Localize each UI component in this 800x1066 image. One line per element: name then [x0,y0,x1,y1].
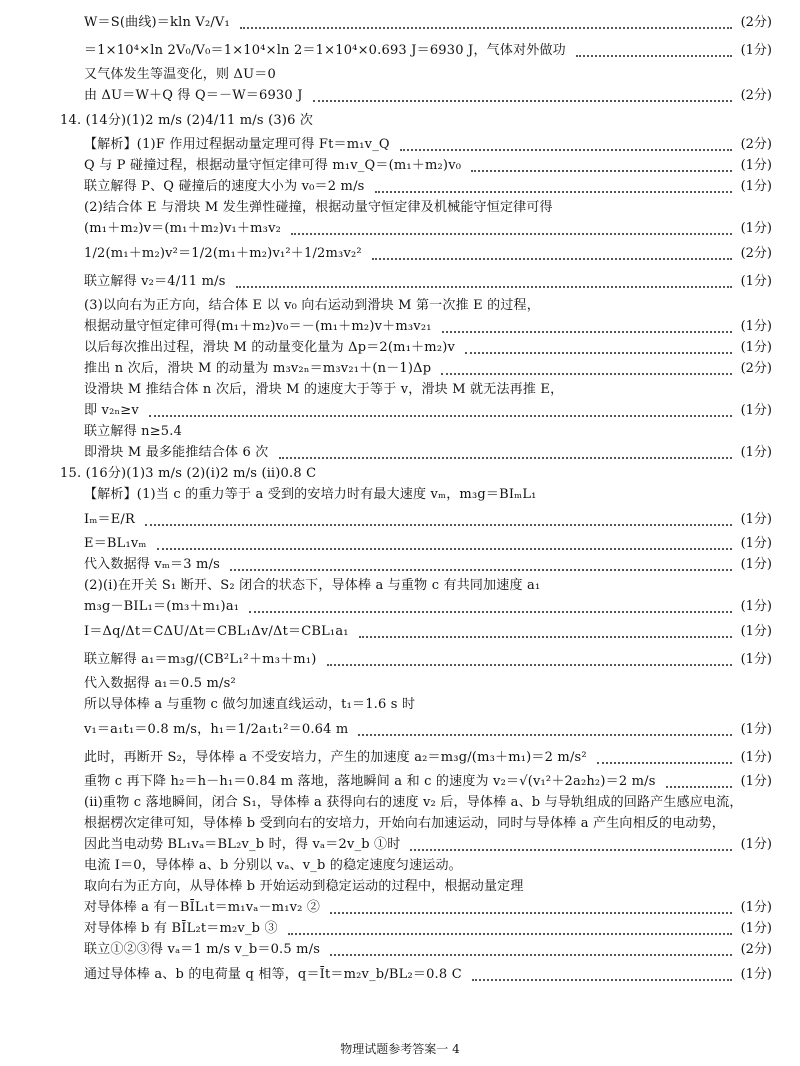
line-text: v₁＝a₁t₁＝0.8 m/s，h₁＝1/2a₁t₁²＝0.64 m [84,722,349,737]
line-text: 代入数据得 a₁＝0.5 m/s² [84,676,236,691]
dotted-leader [472,979,732,981]
score-mark: (1分) [740,837,772,852]
solution-line [0,834,800,856]
solution-line [0,134,800,156]
line-text: 设滑块 M 推结合体 n 次后，滑块 M 的速度大于等于 v，滑块 M 就无法再推 E， [84,382,564,397]
solution-line [0,715,800,745]
dotted-leader [375,191,732,193]
score-mark: (1分) [740,557,772,572]
line-text: 即 v₂ₙ≥v [84,403,139,418]
solution-line [0,694,800,716]
solution-line [0,554,800,576]
line-text: 重物 c 再下降 h₂＝h－h₁＝0.84 m 落地，落地瞬间 a 和 c 的速度为 v₂＝√(v₁²＋2a₂h₂)＝2 m/s [84,774,656,789]
dotted-leader [330,912,732,914]
dotted-leader [576,55,732,57]
solution-line [0,36,800,66]
solution-line [0,617,800,647]
line-text: 此时，再断开 S₂，导体棒 a 不受安培力，产生的加速度 a₂＝m₃g/(m₃＋m₁)＝2 m/s² [84,750,587,765]
solution-line [0,505,800,535]
solution-line [0,645,800,675]
solution-line [0,400,800,422]
line-text: 联立解得 a₁＝m₃g/(CB²L₁²＋m₃＋m₁) [84,652,317,667]
line-text: 1/2(m₁＋m₂)v²＝1/2(m₁＋m₂)v₁²＋1/2m₃v₂² [84,246,362,261]
dotted-leader [597,762,732,764]
question-header [0,463,800,485]
score-mark: (1分) [740,750,772,765]
line-text: 根据楞次定律可知，导体棒 b 受到向右的安培力，开始向右加速运动，同时与导体棒 a 产生向相反的电动势， [84,816,726,831]
score-mark: (1分) [740,967,772,982]
dotted-leader [313,100,732,102]
score-mark: (1分) [740,512,772,527]
line-text: I＝Δq/Δt＝CΔU/Δt＝CBL₁Δv/Δt＝CBL₁a₁ [84,624,349,639]
score-mark: (1分) [740,921,772,936]
line-text: 【解析】(1)当 c 的重力等于 a 受到的安培力时有最大速度 vₘ，m₃g＝BIₘL₁ [84,487,537,502]
dotted-leader [145,524,732,526]
solution-line [0,484,800,506]
score-mark: (2分) [740,246,772,261]
line-text: Iₘ＝E/R [84,512,135,527]
line-text: (m₁＋m₂)v＝(m₁＋m₂)v₁＋m₃v₂ [84,221,282,236]
solution-line [0,85,800,107]
line-text: 根据动量守恒定律可得(m₁＋m₂)v₀＝－(m₁＋m₂)v＋m₃v₂₁ [84,319,432,334]
line-text: 代入数据得 vₘ＝3 m/s [84,557,221,572]
line-text: 推出 n 次后，滑块 M 的动量为 m₃v₂ₙ＝m₃v₂₁＋(n－1)Δp [84,361,432,376]
score-mark: (2分) [740,137,772,152]
solution-line [0,743,800,773]
score-mark: (2分) [740,88,772,103]
dotted-leader [327,664,732,666]
line-text: W＝S(曲线)＝kln V₂/V₁ [84,15,230,30]
score-mark: (1分) [740,652,772,667]
dotted-leader [471,170,732,172]
dotted-leader [441,373,732,375]
solution-line [0,316,800,338]
solution-line [0,575,800,597]
line-text: (3)以向右为正方向，结合体 E 以 v₀ 向右运动到滑块 M 第一次推 E 的过程， [84,298,540,313]
line-text: 因此当电动势 BL₁vₐ＝BL₂v_b 时，得 vₐ＝2v_b ①时 [84,837,401,852]
dotted-leader [400,149,732,151]
score-mark: (1分) [740,900,772,915]
score-mark: (1分) [740,445,772,460]
solution-line [0,239,800,269]
dotted-leader [279,457,732,459]
solution-line [0,218,800,240]
solution-line [0,295,800,317]
dotted-leader [372,258,732,260]
score-mark: (2分) [740,15,772,30]
score-mark: (2分) [740,942,772,957]
line-text: 对导体棒 a 有－BĪL₁t＝m₁vₐ－m₁v₂ ② [84,900,321,915]
line-text: 所以导体棒 a 与重物 c 做匀加速直线运动，t₁＝1.6 s 时 [84,697,416,712]
solution-line [0,358,800,380]
score-mark: (1分) [740,774,772,789]
solution-line [0,442,800,464]
line-text: 又气体发生等温变化，则 ΔU＝0 [84,67,276,82]
line-text: 通过导体棒 a、b 的电荷量 q 相等，q＝Īt＝m₂v_b/BL₂＝0.8 C [84,967,462,982]
solution-line [0,876,800,898]
score-mark: (1分) [740,179,772,194]
dotted-leader [465,352,732,354]
line-text: 15. (16分)(1)3 m/s (2)(ⅰ)2 m/s (ⅱ)0.8 C [60,466,317,481]
solution-line [0,813,800,835]
dotted-leader [236,286,732,288]
dotted-leader [240,27,732,29]
solution-line [0,792,800,814]
solution-line [0,267,800,297]
solution-line [0,855,800,877]
solution-line [0,533,800,555]
solution-line [0,960,800,990]
dotted-leader [149,415,732,417]
line-text: E＝BL₁vₘ [84,536,147,551]
score-mark: (1分) [740,158,772,173]
solution-line [0,673,800,695]
line-text: 即滑块 M 最多能推结合体 6 次 [84,445,269,460]
solution-line [0,176,800,198]
score-mark: (1分) [740,43,772,58]
dotted-leader [291,233,732,235]
line-text: (2)(ⅰ)在开关 S₁ 断开、S₂ 闭合的状态下，导体棒 a 与重物 c 有共同加速度 a₁ [84,578,541,593]
line-text: 以后每次推出过程，滑块 M 的动量变化量为 Δp＝2(m₁＋m₂)v [84,340,456,355]
page-footer: 物理试题参考答案一 4 [340,1042,460,1056]
line-text: 取向右为正方向，从导体棒 b 开始运动到稳定运动的过程中，根据动量定理 [84,879,524,894]
dotted-leader [330,954,732,956]
solution-line [0,197,800,219]
score-mark: (1分) [740,599,772,614]
line-text: (2)结合体 E 与滑块 M 发生弹性碰撞，根据动量守恒定律及机械能守恒定律可得 [84,200,553,215]
line-text: (ⅱ)重物 c 落地瞬间，闭合 S₁，导体棒 a 获得向右的速度 v₂ 后，导体棒 a、b 与导轨组成的回路产生感应电流， [84,795,743,810]
line-text: 由 ΔU＝W＋Q 得 Q＝－W＝6930 J [84,88,303,103]
line-text: 联立解得 n≥5.4 [84,424,183,439]
solution-line [0,421,800,443]
solution-line [0,155,800,177]
dotted-leader [249,611,732,613]
score-mark: (1分) [740,274,772,289]
solution-line [0,771,800,793]
dotted-leader [666,786,732,788]
score-mark: (1分) [740,319,772,334]
dotted-leader [359,636,732,638]
score-mark: (1分) [740,221,772,236]
line-text: Q 与 P 碰撞过程，根据动量守恒定律可得 m₁v_Q＝(m₁＋m₂)v₀ [84,158,462,173]
dotted-leader [157,548,732,550]
line-text: 对导体棒 b 有 BĪL₂t＝m₂v_b ③ [84,921,278,936]
line-text: 14. (14分)(1)2 m/s (2)4/11 m/s (3)6 次 [60,113,314,128]
solution-line [0,939,800,961]
line-text: 电流 I＝0，导体棒 a、b 分别以 vₐ、v_b 的稳定速度匀速运动。 [84,858,462,873]
dotted-leader [288,933,732,935]
score-mark: (1分) [740,403,772,418]
score-mark: (1分) [740,624,772,639]
score-mark: (1分) [740,340,772,355]
line-text: 【解析】(1)F 作用过程据动量定理可得 Ft＝m₁v_Q [84,137,390,152]
score-mark: (1分) [740,536,772,551]
solution-line [0,379,800,401]
line-text: 联立①②③得 vₐ＝1 m/s v_b＝0.5 m/s [84,942,321,957]
solution-line [0,64,800,86]
solution-line [0,8,800,38]
solution-line [0,918,800,940]
solution-line [0,897,800,919]
line-text: 联立解得 P、Q 碰撞后的速度大小为 v₀＝2 m/s [84,179,365,194]
line-text: 联立解得 v₂＝4/11 m/s [84,274,226,289]
dotted-leader [358,734,732,736]
dotted-leader [442,331,732,333]
score-mark: (1分) [740,722,772,737]
question-header [0,106,800,136]
solution-line [0,596,800,618]
dotted-leader [230,569,732,571]
solution-line [0,337,800,359]
score-mark: (2分) [740,361,772,376]
dotted-leader [410,849,732,851]
line-text: m₃g－BIL₁＝(m₃＋m₁)a₁ [84,599,240,614]
line-text: ＝1×10⁴×ln 2V₀/V₀＝1×10⁴×ln 2＝1×10⁴×0.693 J＝6930 J，气体对外做功 [84,43,566,58]
